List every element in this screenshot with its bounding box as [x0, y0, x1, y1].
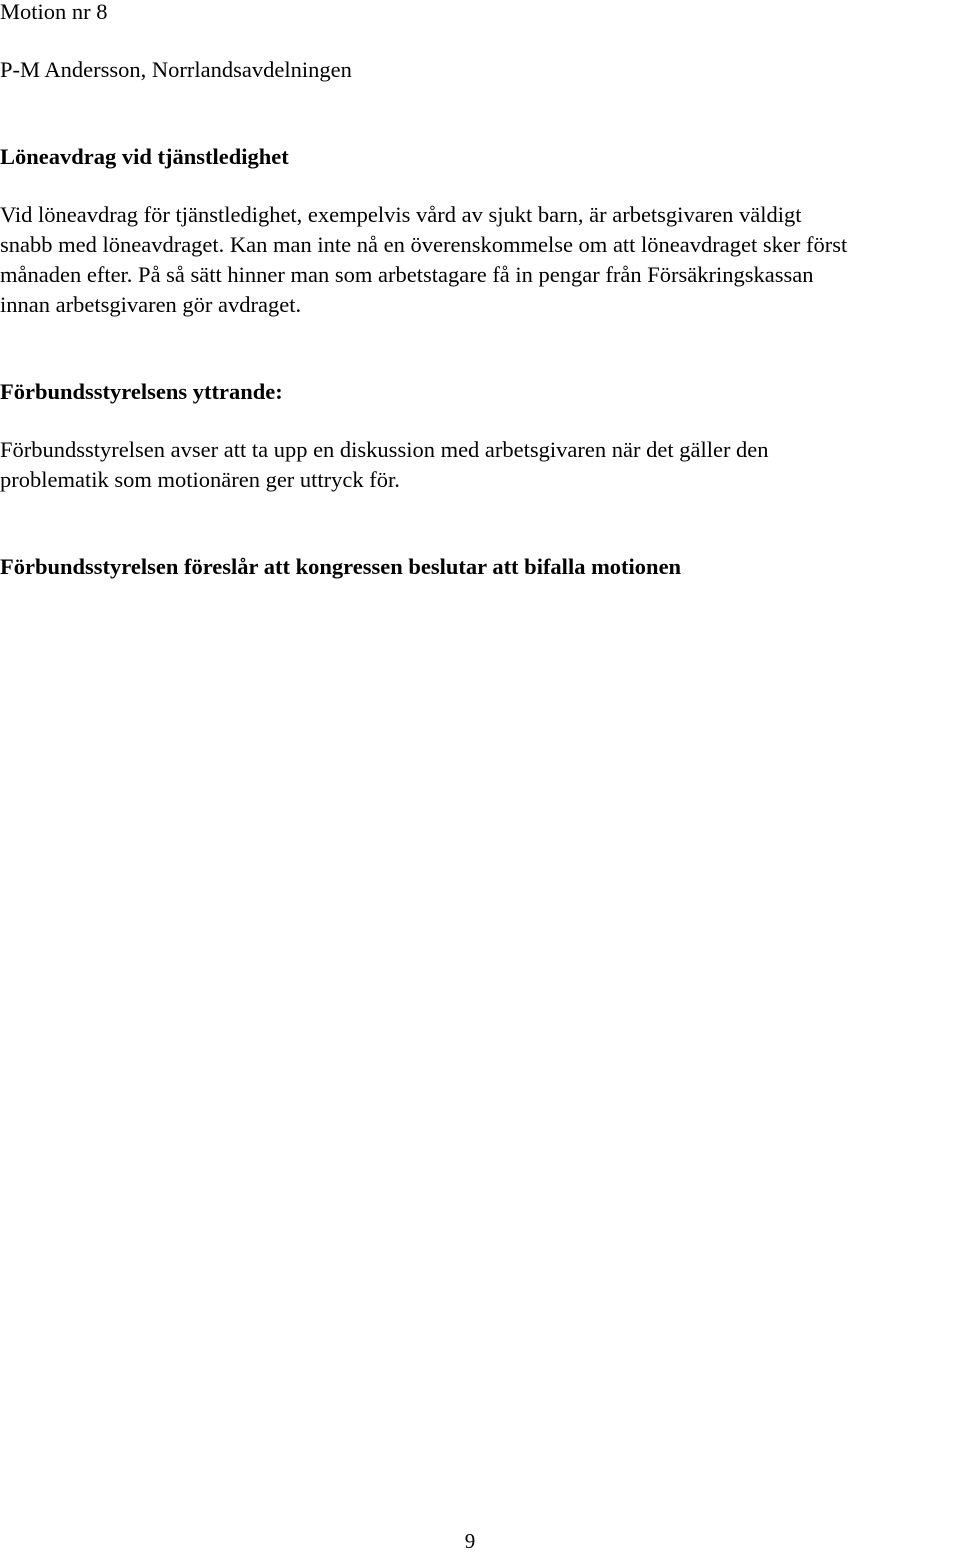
body-line: månaden efter. På så sätt hinner man som arbetstagare få in pengar från Försäkringskassan	[0, 262, 814, 287]
author-line: P-M Andersson, Norrlandsavdelningen	[0, 57, 352, 82]
body-line: innan arbetsgivaren gör avdraget.	[0, 292, 302, 317]
board-statement-body	[0, 435, 960, 495]
body-line: snabb med löneavdraget. Kan man inte nå en överenskommelse om att löneavdraget sker först	[0, 232, 848, 257]
motion-heading: Löneavdrag vid tjänstledighet	[0, 144, 289, 169]
board-line: problematik som motionären ger uttryck för.	[0, 467, 400, 492]
motion-body	[0, 200, 960, 320]
motion-title: Motion nr 8	[0, 0, 108, 24]
page-number: 9	[464, 1529, 476, 1553]
board-line: Förbundsstyrelsen avser att ta upp en diskussion med arbetsgivaren när det gäller den	[0, 437, 769, 462]
board-proposal: Förbundsstyrelsen föreslår att kongressen beslutar att bifalla motionen	[0, 554, 682, 579]
board-statement-heading: Förbundsstyrelsens yttrande:	[0, 379, 283, 404]
body-line: Vid löneavdrag för tjänstledighet, exempelvis vård av sjukt barn, är arbetsgivaren väldigt	[0, 202, 802, 227]
